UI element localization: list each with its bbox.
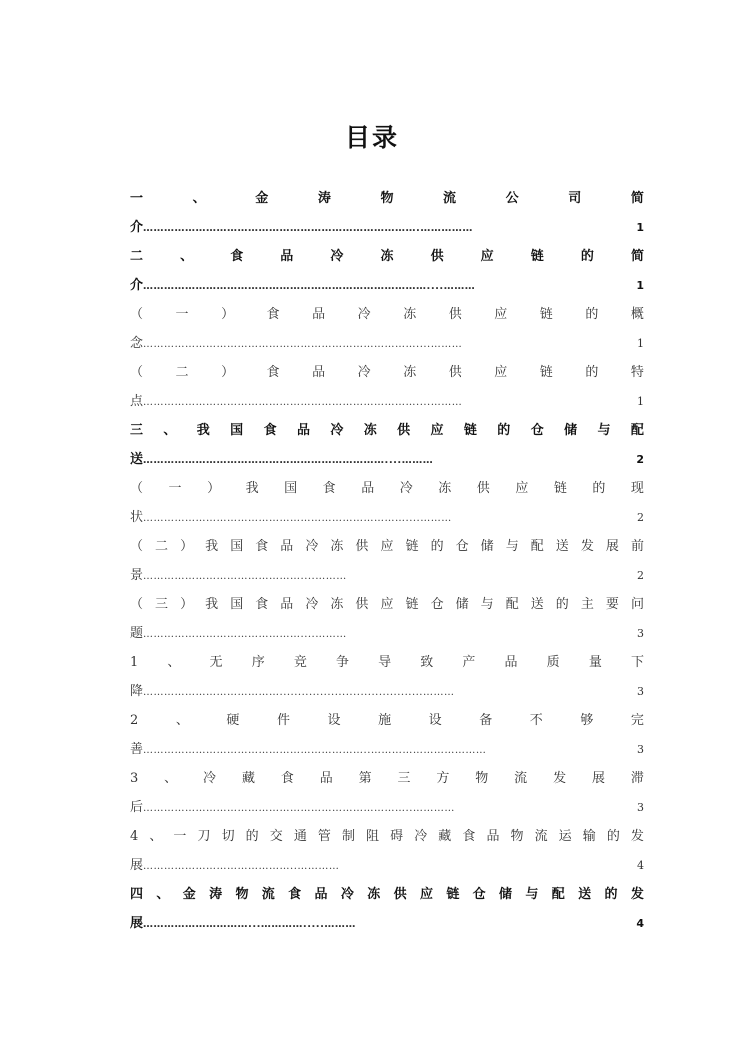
table-of-contents — [130, 184, 644, 938]
toc-leader-dots: ……………………………………………………………………....……… — [143, 339, 463, 350]
toc-entry-line2 — [130, 909, 644, 938]
toc-leader-dots: ………………………………….......................................……… — [143, 687, 455, 698]
toc-entry-line2 — [130, 793, 644, 822]
toc-entry-heading: （ 一 ） 我 国 食 品 冷 冻 供 应 链 的 现 — [130, 481, 644, 496]
toc-entry-heading: （ 二 ） 食 品 冷 冻 供 应 链 的 特 — [130, 365, 644, 380]
toc-leader-dots: ………………………………………………………………………....……… — [143, 281, 476, 292]
toc-entry-heading: 3 、 冷 藏 食 品 第 三 方 物 流 发 展 滞 — [130, 771, 644, 786]
toc-page-number: 2 — [636, 453, 644, 466]
toc-leader-dots: …………………………………………………………………..………… — [143, 803, 455, 814]
toc-page-number: 1 — [637, 337, 644, 350]
toc-entry[interactable] — [130, 242, 644, 300]
toc-page-number: 3 — [637, 801, 644, 814]
toc-leader-dots: …………………………………………………………………….…………… — [143, 223, 473, 234]
toc-entry-heading: 二 、 食 品 冷 冻 供 应 链 的 简 — [130, 249, 644, 264]
toc-entry[interactable] — [130, 764, 644, 822]
toc-entry-line2 — [130, 213, 644, 242]
toc-entry-tail: 景 — [130, 568, 144, 583]
toc-entry-line2 — [130, 619, 644, 648]
toc-entry[interactable] — [130, 880, 644, 938]
toc-leader-dots: …………………………...………….....……… — [143, 919, 356, 930]
toc-page-number: 2 — [637, 511, 644, 524]
toc-entry-tail: 后 — [130, 800, 144, 815]
toc-entry-heading: 1 、 无 序 竞 争 导 致 产 品 质 量 下 — [130, 655, 644, 670]
toc-leader-dots: …………………………………………………………………....……… — [143, 513, 452, 524]
toc-entry-heading: （ 二 ） 我 国 食 品 冷 冻 供 应 链 的 仓 储 与 配 送 发 展 前 — [130, 539, 644, 554]
toc-page-number: 2 — [637, 569, 644, 582]
toc-entry-tail: 题 — [130, 626, 144, 641]
toc-entry-tail: 念 — [130, 336, 144, 351]
toc-page-number: 1 — [637, 395, 644, 408]
toc-entry-tail: 善 — [130, 742, 144, 757]
toc-entry[interactable] — [130, 184, 644, 242]
toc-entry[interactable] — [130, 590, 644, 648]
toc-entry-line2 — [130, 271, 644, 300]
toc-leader-dots: ………………………………………....……… — [143, 571, 347, 582]
toc-entry-heading: 4 、 一 刀 切 的 交 通 管 制 阻 碍 冷 藏 食 品 物 流 运 输 的 发 — [130, 829, 644, 844]
toc-leader-dots: ………………………………………………………..…………………………… — [143, 745, 487, 756]
toc-page-number: 4 — [637, 859, 644, 872]
toc-page-number: 3 — [637, 627, 644, 640]
toc-page-number: 4 — [636, 917, 644, 930]
toc-entry-line2 — [130, 677, 644, 706]
toc-entry-heading: （ 一 ） 食 品 冷 冻 供 应 链 的 概 — [130, 307, 644, 322]
toc-page-number: 3 — [637, 685, 644, 698]
toc-leader-dots: ……………………………………………………………………....……… — [143, 397, 463, 408]
toc-entry[interactable] — [130, 300, 644, 358]
toc-entry[interactable] — [130, 706, 644, 764]
toc-page-number: 1 — [636, 221, 644, 234]
toc-leader-dots: ………………………………………....……… — [143, 629, 347, 640]
toc-entry-line2 — [130, 329, 644, 358]
toc-entry[interactable] — [130, 416, 644, 474]
toc-entry-tail: 送 — [130, 452, 144, 467]
toc-entry-heading: 三 、 我 国 食 品 冷 冻 供 应 链 的 仓 储 与 配 — [130, 423, 644, 438]
toc-leader-dots: ……………………………………………………………....……… — [143, 455, 434, 466]
toc-entry-tail: 点 — [130, 394, 144, 409]
toc-page-number: 3 — [637, 743, 644, 756]
toc-entry[interactable] — [130, 822, 644, 880]
toc-entry-line2 — [130, 445, 644, 474]
toc-entry-line2 — [130, 561, 644, 590]
toc-entry-tail: 介 — [130, 220, 144, 235]
toc-title: 目录 — [344, 123, 399, 152]
toc-entry-line2 — [130, 503, 644, 532]
toc-entry-tail: 状 — [130, 510, 144, 525]
toc-entry-line2 — [130, 387, 644, 416]
toc-entry-tail: 降 — [130, 684, 144, 699]
toc-entry-line2 — [130, 851, 644, 880]
toc-entry-line2 — [130, 735, 644, 764]
toc-entry-tail: 介 — [130, 278, 144, 293]
toc-entry[interactable] — [130, 474, 644, 532]
toc-entry-tail: 展 — [130, 916, 144, 931]
toc-entry-tail: 展 — [130, 858, 144, 873]
toc-entry-heading: 一 、 金 涛 物 流 公 司 简 — [130, 191, 644, 206]
toc-leader-dots: ……………………………………..………… — [143, 861, 340, 872]
toc-entry-heading: （ 三 ） 我 国 食 品 冷 冻 供 应 链 仓 储 与 配 送 的 主 要 问 — [130, 597, 644, 612]
toc-entry-heading: 四 、 金 涛 物 流 食 品 冷 冻 供 应 链 仓 储 与 配 送 的 发 — [130, 887, 644, 902]
toc-entry-heading: 2 、 硬 件 设 施 设 备 不 够 完 — [130, 713, 644, 728]
toc-entry[interactable] — [130, 358, 644, 416]
toc-entry[interactable] — [130, 532, 644, 590]
toc-entry[interactable] — [130, 648, 644, 706]
toc-page-number: 1 — [636, 279, 644, 292]
